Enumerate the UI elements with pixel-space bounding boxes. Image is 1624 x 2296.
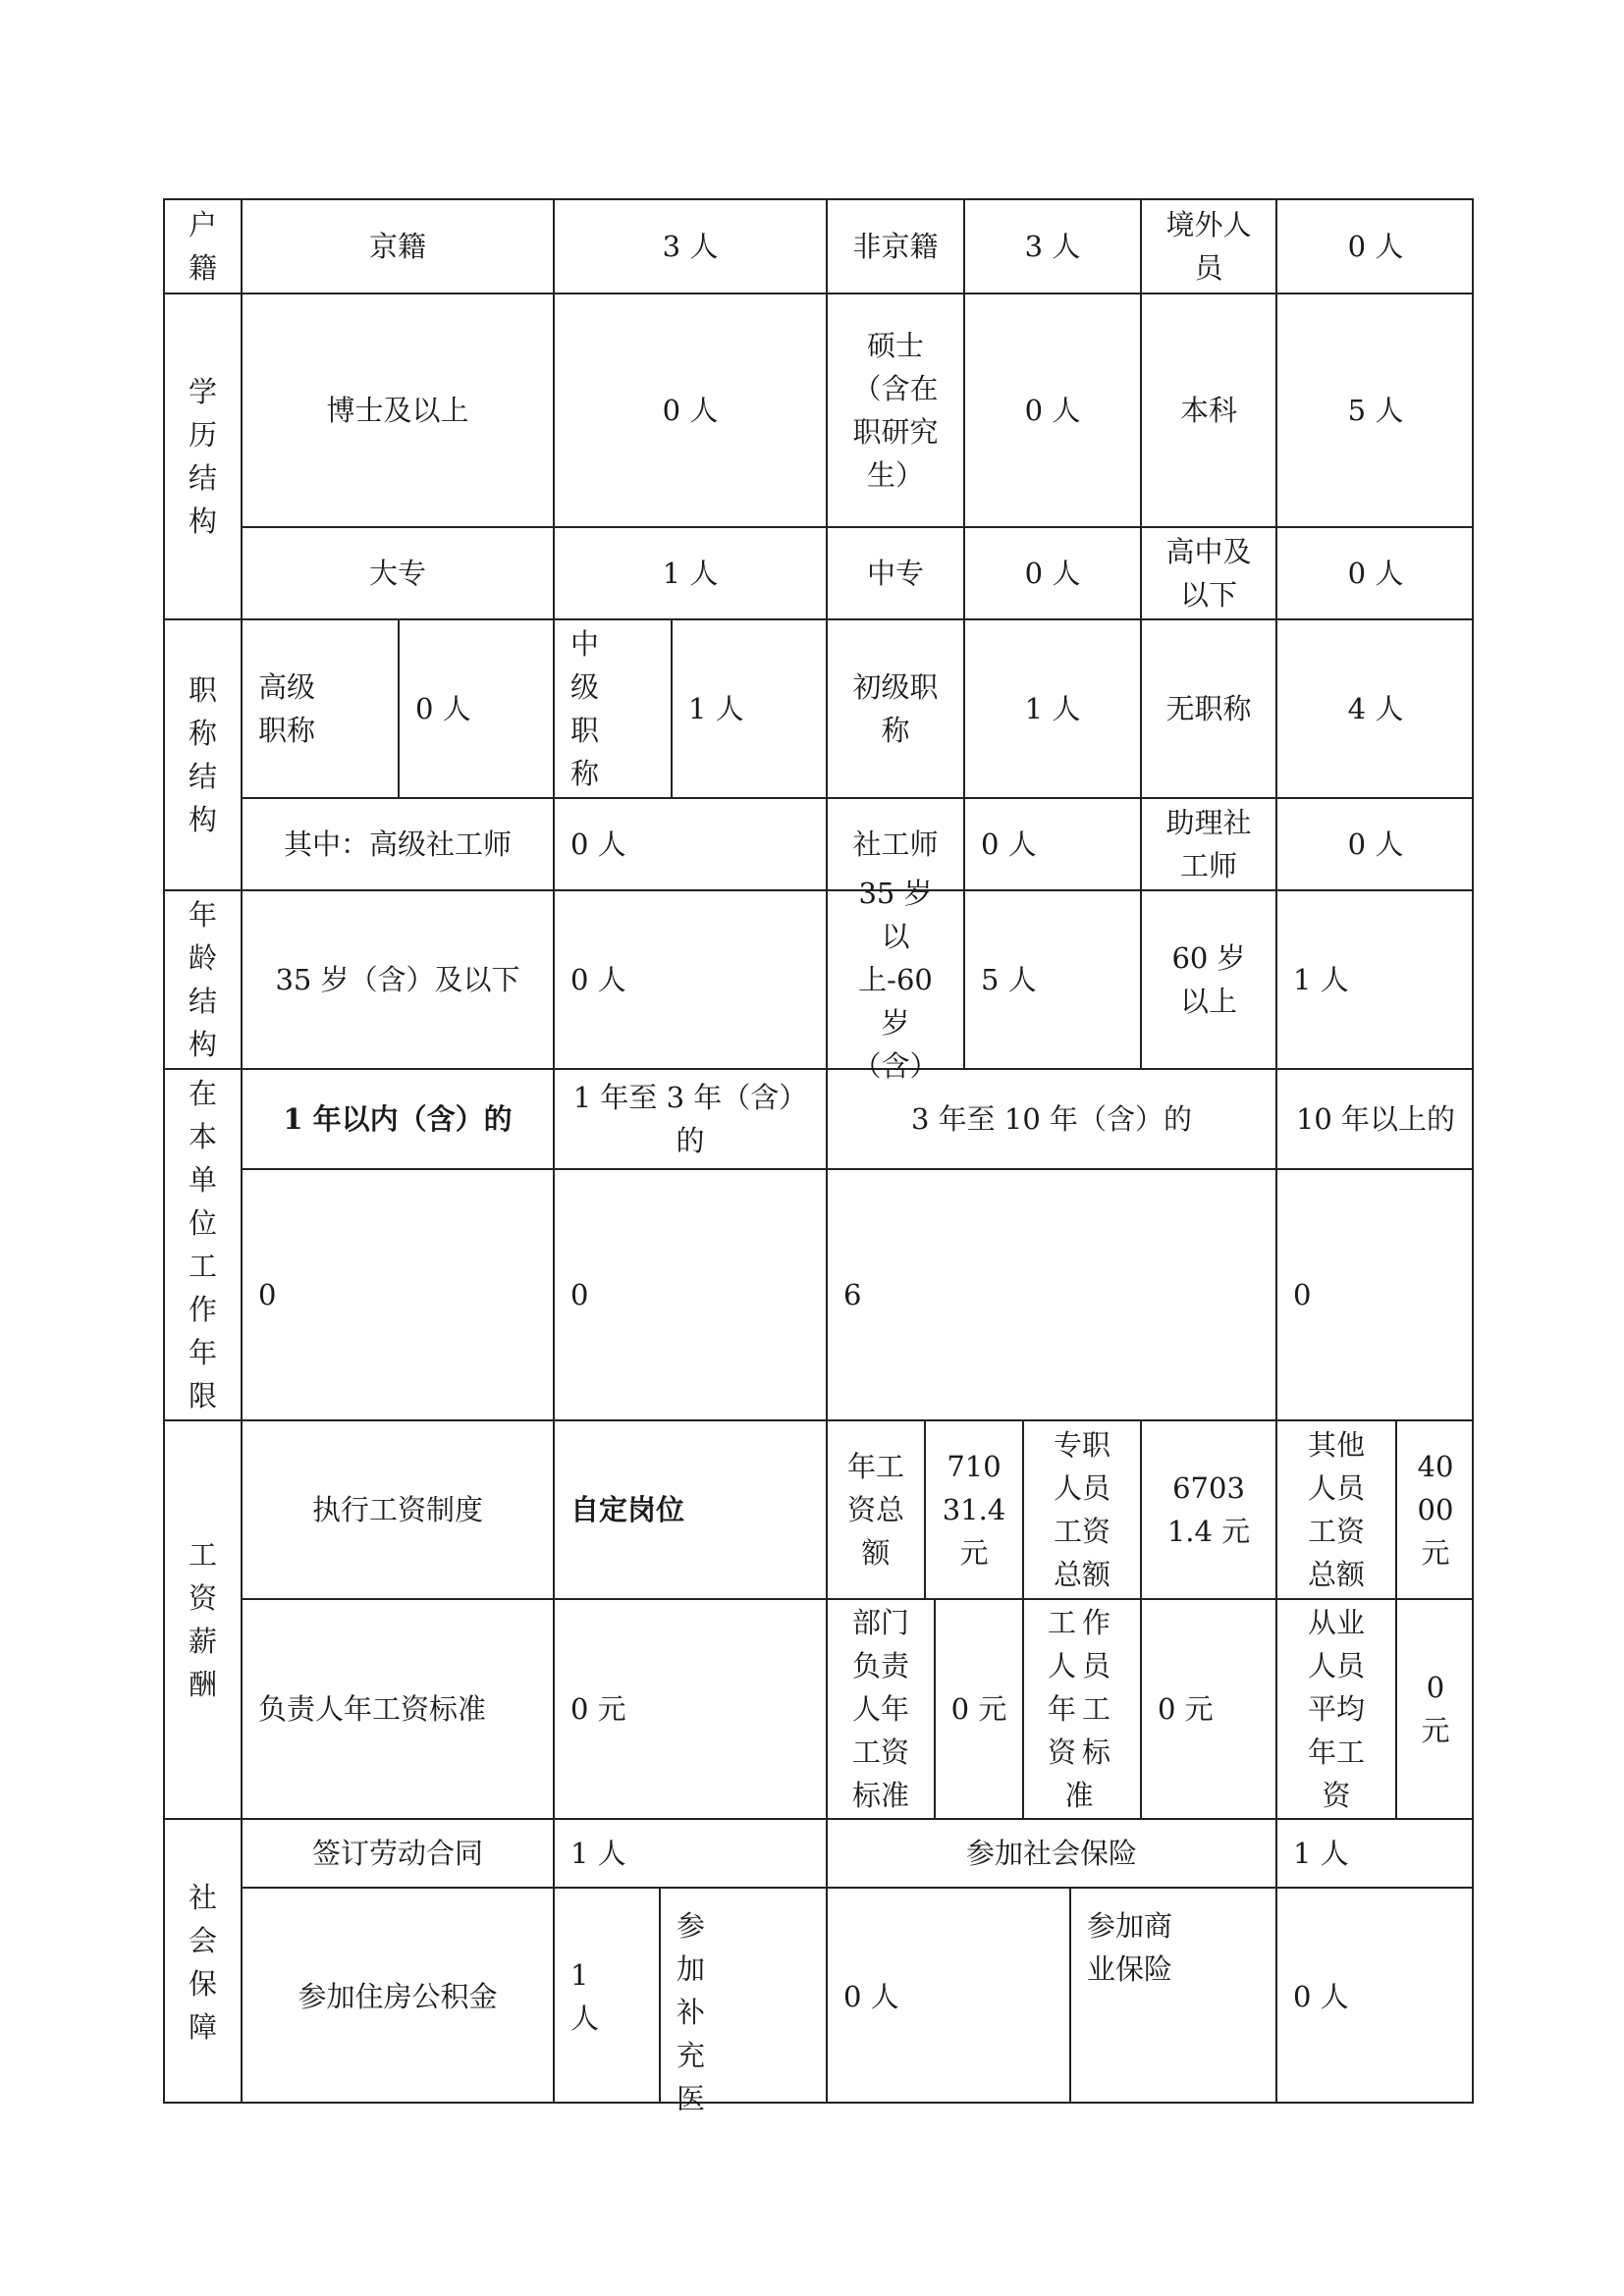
value-assistant-social-worker: 0 人: [1277, 799, 1474, 891]
label-college: 大专: [243, 528, 555, 620]
header-tenure-1-3: 1 年至 3 年（含）的: [555, 1070, 828, 1170]
value-beijing-hukou: 3 人: [555, 200, 828, 294]
value-tenure-over-10: 0: [1277, 1170, 1474, 1421]
label-age-under-35: 35 岁（含）及以下: [243, 891, 555, 1070]
label-age-over-60: 60 岁以上: [1142, 891, 1277, 1070]
label-middle-title: 中级职称: [555, 620, 673, 799]
label-senior-title: 高级职称: [243, 620, 400, 799]
value-tenure-3-10: 6: [828, 1170, 1277, 1421]
value-annual-salary-total: 71031.4 元: [926, 1421, 1024, 1600]
section-label-age: 年龄结构: [165, 891, 243, 1070]
value-senior-title: 0 人: [400, 620, 555, 799]
label-junior-title: 初级职称: [828, 620, 965, 799]
value-supplementary-medical: 0 人: [828, 1889, 1071, 2104]
header-tenure-3-10: 3 年至 10 年（含）的: [828, 1070, 1277, 1170]
value-other-salary-total: 4000 元: [1397, 1421, 1474, 1600]
value-senior-social-worker: 0 人: [555, 799, 828, 891]
value-middle-title: 1 人: [673, 620, 828, 799]
label-leader-salary-standard: 负责人年工资标准: [243, 1600, 555, 1820]
value-age-35-60: 5 人: [965, 891, 1142, 1070]
value-bachelor: 5 人: [1277, 294, 1474, 528]
value-leader-salary-standard: 0 元: [555, 1600, 828, 1820]
label-salary-system: 执行工资制度: [243, 1421, 555, 1600]
label-high-school: 高中及以下: [1142, 528, 1277, 620]
value-tenure-under-1: 0: [243, 1170, 555, 1421]
value-no-title: 4 人: [1277, 620, 1474, 799]
value-labor-contract: 1 人: [555, 1820, 828, 1889]
section-label-tenure: 在本单位工作年限: [165, 1070, 243, 1421]
label-bachelor: 本科: [1142, 294, 1277, 528]
value-dept-head-salary-standard: 0 元: [936, 1600, 1024, 1820]
value-staff-salary-standard: 0 元: [1142, 1600, 1277, 1820]
section-label-social-security: 社会保障: [165, 1820, 243, 2104]
value-age-under-35: 0 人: [555, 891, 828, 1070]
label-phd: 博士及以上: [243, 294, 555, 528]
label-overseas: 境外人员: [1142, 200, 1277, 294]
label-assistant-social-worker: 助理社工师: [1142, 799, 1277, 891]
label-technical-school: 中专: [828, 528, 965, 620]
label-housing-fund: 参加住房公积金: [243, 1889, 555, 2104]
header-tenure-under-1: 1 年以内（含）的: [243, 1070, 555, 1170]
value-college: 1 人: [555, 528, 828, 620]
label-fulltime-salary-total: 专职人员工资总额: [1024, 1421, 1142, 1600]
label-staff-salary-standard: 工作人员年工资标准: [1024, 1600, 1142, 1820]
value-commercial-insurance: 0 人: [1293, 1979, 1349, 2013]
value-salary-system: 自定岗位: [555, 1421, 828, 1600]
label-non-beijing-hukou: 非京籍: [828, 200, 965, 294]
label-labor-contract: 签订劳动合同: [243, 1820, 555, 1889]
section-label-salary: 工资薪酬: [165, 1421, 243, 1820]
label-beijing-hukou: 京籍: [243, 200, 555, 294]
label-other-salary-total: 其他人员工资总额: [1277, 1421, 1397, 1600]
section-label-title: 职称结构: [165, 620, 243, 891]
value-non-beijing-hukou: 3 人: [965, 200, 1142, 294]
value-tenure-1-3: 0: [555, 1170, 828, 1421]
label-social-insurance: 参加社会保险: [828, 1820, 1277, 1889]
value-social-worker: 0 人: [965, 799, 1142, 891]
value-junior-title: 1 人: [965, 620, 1142, 799]
value-social-insurance: 1 人: [1277, 1820, 1474, 1889]
value-technical-school: 0 人: [965, 528, 1142, 620]
label-dept-head-salary-standard: 部门负责人年工资标准: [828, 1600, 936, 1820]
label-annual-salary-total: 年工资总额: [828, 1421, 926, 1600]
label-master: 硕士（含在职研究生）: [828, 294, 965, 528]
value-housing-fund: 1 人: [555, 1889, 661, 2104]
label-average-salary: 从业人员平均年工资: [1277, 1600, 1397, 1820]
value-fulltime-salary-total: 67031.4 元: [1142, 1421, 1277, 1600]
label-social-worker: 社工师: [828, 799, 965, 891]
value-phd: 0 人: [555, 294, 828, 528]
header-tenure-over-10: 10 年以上的: [1277, 1070, 1474, 1170]
staff-statistics-table: [163, 198, 1474, 2115]
label-commercial-insurance: 参加商业保险: [1071, 1889, 1277, 2104]
value-age-over-60: 1 人: [1277, 891, 1474, 1070]
label-senior-social-worker: 其中：高级社工师: [243, 799, 555, 891]
value-average-salary: 0 元: [1397, 1600, 1474, 1820]
section-label-education: 学历结构: [165, 294, 243, 620]
label-supplementary-medical: 参加补充医: [661, 1889, 828, 2104]
value-high-school: 0 人: [1277, 528, 1474, 620]
label-no-title: 无职称: [1142, 620, 1277, 799]
label-age-35-60: 35 岁以上-60 岁（含）: [828, 891, 965, 1070]
value-overseas: 0 人: [1277, 200, 1474, 294]
section-label-huji: 户籍: [165, 200, 243, 294]
value-master: 0 人: [965, 294, 1142, 528]
